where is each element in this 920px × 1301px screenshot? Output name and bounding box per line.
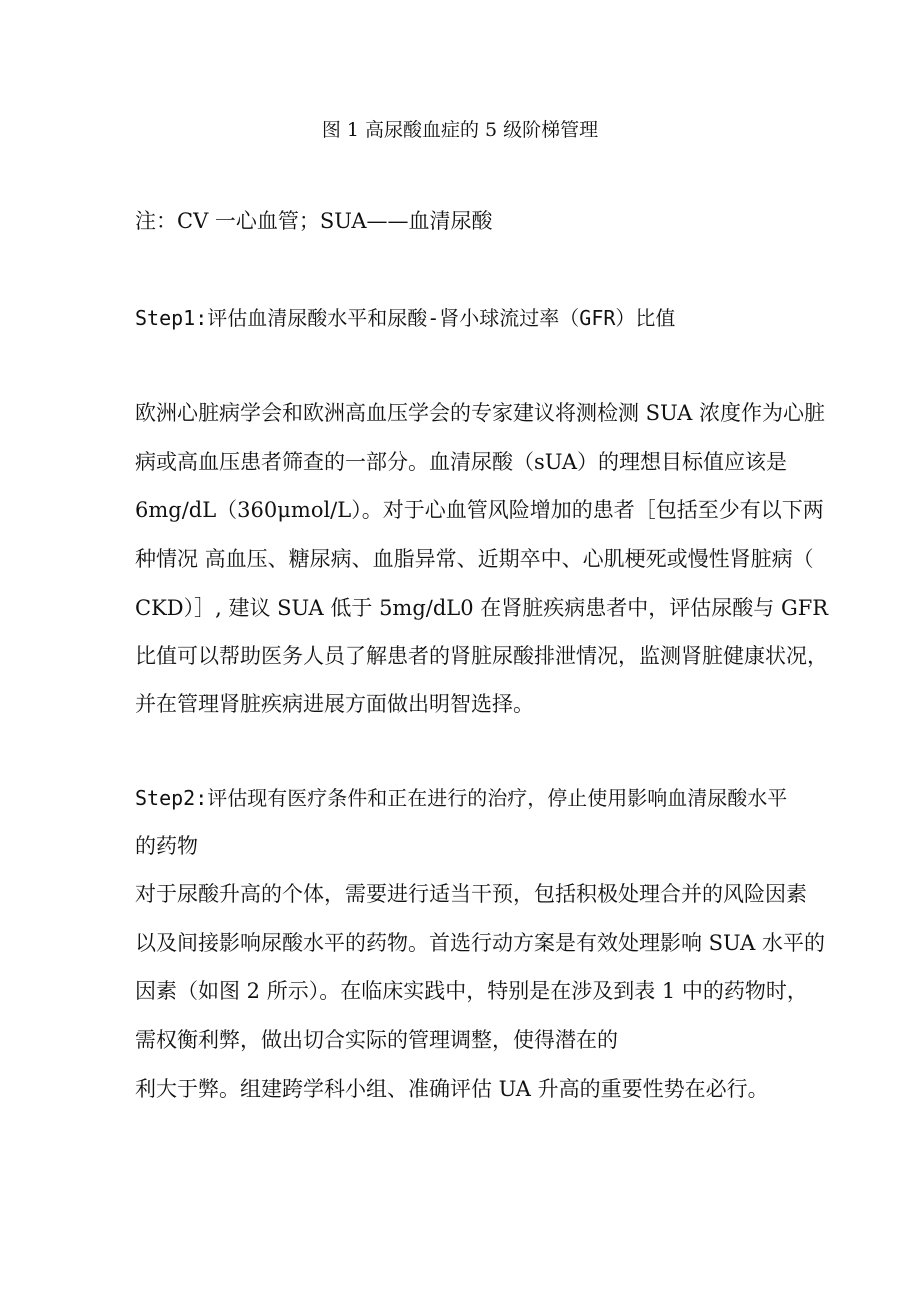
step2-paragraph-line: 以及间接影响尿酸水平的药物。首选行动方案是有效处理影响 SUA 水平的 [135, 931, 825, 955]
step1-paragraph-line: CKD）］, 建议 SUA 低于 5mg∕dL0 在肾脏疾病患者中，评估尿酸与 GFR [135, 596, 829, 620]
step2-paragraph-line: 因素（如图 2 所示）。在临床实践中，特别是在涉及到表 1 中的药物时， [135, 979, 808, 1003]
step2-paragraph-line: 需权衡利弊，做出切合实际的管理调整，使得潜在的 [135, 1028, 618, 1052]
step1-heading: Step1:评估血清尿酸水平和尿酸-肾小球流过率（GFR）比值 [135, 306, 676, 330]
step1-paragraph-line: 比值可以帮助医务人员了解患者的肾脏尿酸排泄情况，监测肾脏健康状况， [135, 644, 828, 668]
step2-paragraph-line: 利大于弊。组建跨学科小组、准确评估 UA 升高的重要性势在必行。 [135, 1077, 769, 1101]
step2-heading-continued: 的药物 [135, 834, 198, 858]
figure-caption: 图 1 高尿酸血症的 5 级阶梯管理 [321, 119, 599, 141]
abbreviation-note: 注：CV 一心血管；SUA——血清尿酸 [135, 209, 493, 233]
step2-paragraph-line: 对于尿酸升高的个体，需要进行适当干预，包括积极处理合并的风险因素 [135, 882, 807, 906]
step1-paragraph-line: 种情况 高血压、糖尿病、血脂异常、近期卒中、心肌梗死或慢性肾脏病（ [135, 547, 814, 571]
step1-paragraph-line: 并在管理肾脏疾病进展方面做出明智选择。 [135, 692, 534, 716]
step2-heading: Step2:评估现有医疗条件和正在进行的治疗，停止使用影响血清尿酸水平 [135, 786, 788, 810]
step1-paragraph-line: 病或高血压患者筛查的一部分。血清尿酸（sUA）的理想目标值应该是 [135, 450, 787, 474]
step1-paragraph-line: 欧洲心脏病学会和欧洲高血压学会的专家建议将测检测 SUA 浓度作为心脏 [135, 401, 825, 425]
step1-paragraph-line: 6mg∕dL（360μmol∕L）。对于心血管风险增加的患者［包括至少有以下两 [135, 498, 824, 522]
